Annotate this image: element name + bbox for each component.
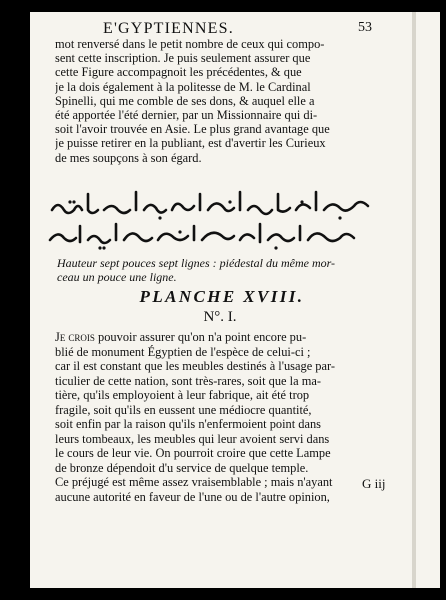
section-line: soit enfin par la raison qu'ils n'enfermoient point dans — [55, 417, 321, 431]
page-number: 53 — [358, 20, 372, 35]
section-line: Ce préjugé est même assez vraisemblable ; mais n'ayant — [55, 475, 333, 489]
body-paragraph — [55, 37, 390, 165]
running-header: E'GYPTIENNES. — [103, 20, 234, 37]
body-line: de mes soupçons à son égard. — [55, 150, 202, 165]
body-line: été apportée l'été dernier, par un Missionnaire qui di- — [55, 108, 318, 123]
body-line: Spinelli, qui me comble de ses dons, & auquel elle a — [55, 93, 315, 108]
inscription-image — [40, 182, 400, 252]
section-line: fragile, soit qu'ils en eussent une médiocre quantité, — [55, 402, 312, 417]
caption-line: ceau un pouce une ligne. — [57, 270, 177, 284]
section-line: blié de monument Égyptien de l'espèce de celui-ci ; — [55, 344, 311, 359]
section-line: leurs tombeaux, les meubles qui leur avoient servi dans — [55, 431, 330, 446]
page-edge — [412, 12, 416, 588]
section-line: de bronze dépendoit d'u service de quelque temple. — [55, 460, 309, 475]
body-line: sent cette inscription. Je puis seulement assurer que — [55, 51, 311, 66]
section-paragraph — [55, 330, 393, 504]
section-line: tière, qu'ils employoient à leur fabrique, ait été trop — [55, 388, 310, 402]
section-line: le cours de leur vie. On pourroit croire que cette Lampe — [55, 446, 331, 460]
number-heading: N°. I. — [203, 309, 237, 325]
dropcap-word: Je crois — [55, 330, 95, 344]
body-line: je la dois également à la politesse de M. le Cardinal — [55, 79, 311, 94]
body-line: soit l'avoir trouvée en Asie. Le plus grand avantage que — [55, 122, 330, 137]
body-line: mot renversé dans le petit nombre de ceux qui compo- — [55, 37, 325, 51]
body-line: cette Figure accompagnoit les précédentes, & que — [55, 65, 302, 80]
section-line: aucune autorité en faveur de l'une ou de l'autre opinion, — [55, 489, 330, 504]
signature-mark: G iij — [362, 476, 386, 491]
figure-caption — [57, 256, 387, 284]
body-line: je puisse retirer en la publiant, est d'avertir les Curieux — [55, 136, 326, 151]
plate-heading: PLANCHE XVIII. — [139, 287, 305, 306]
section-line: ticulier de cette nation, sont très-rares, soit que la ma- — [55, 373, 321, 388]
section-line: car il est constant que les meubles destinés à l'usage par- — [55, 359, 335, 373]
section-first-line — [55, 330, 393, 345]
first-line-rest: pouvoir assurer qu'on n'a point encore pu- — [94, 330, 307, 344]
caption-line: Hauteur sept pouces sept lignes : piédestal du même mor- — [57, 256, 336, 270]
